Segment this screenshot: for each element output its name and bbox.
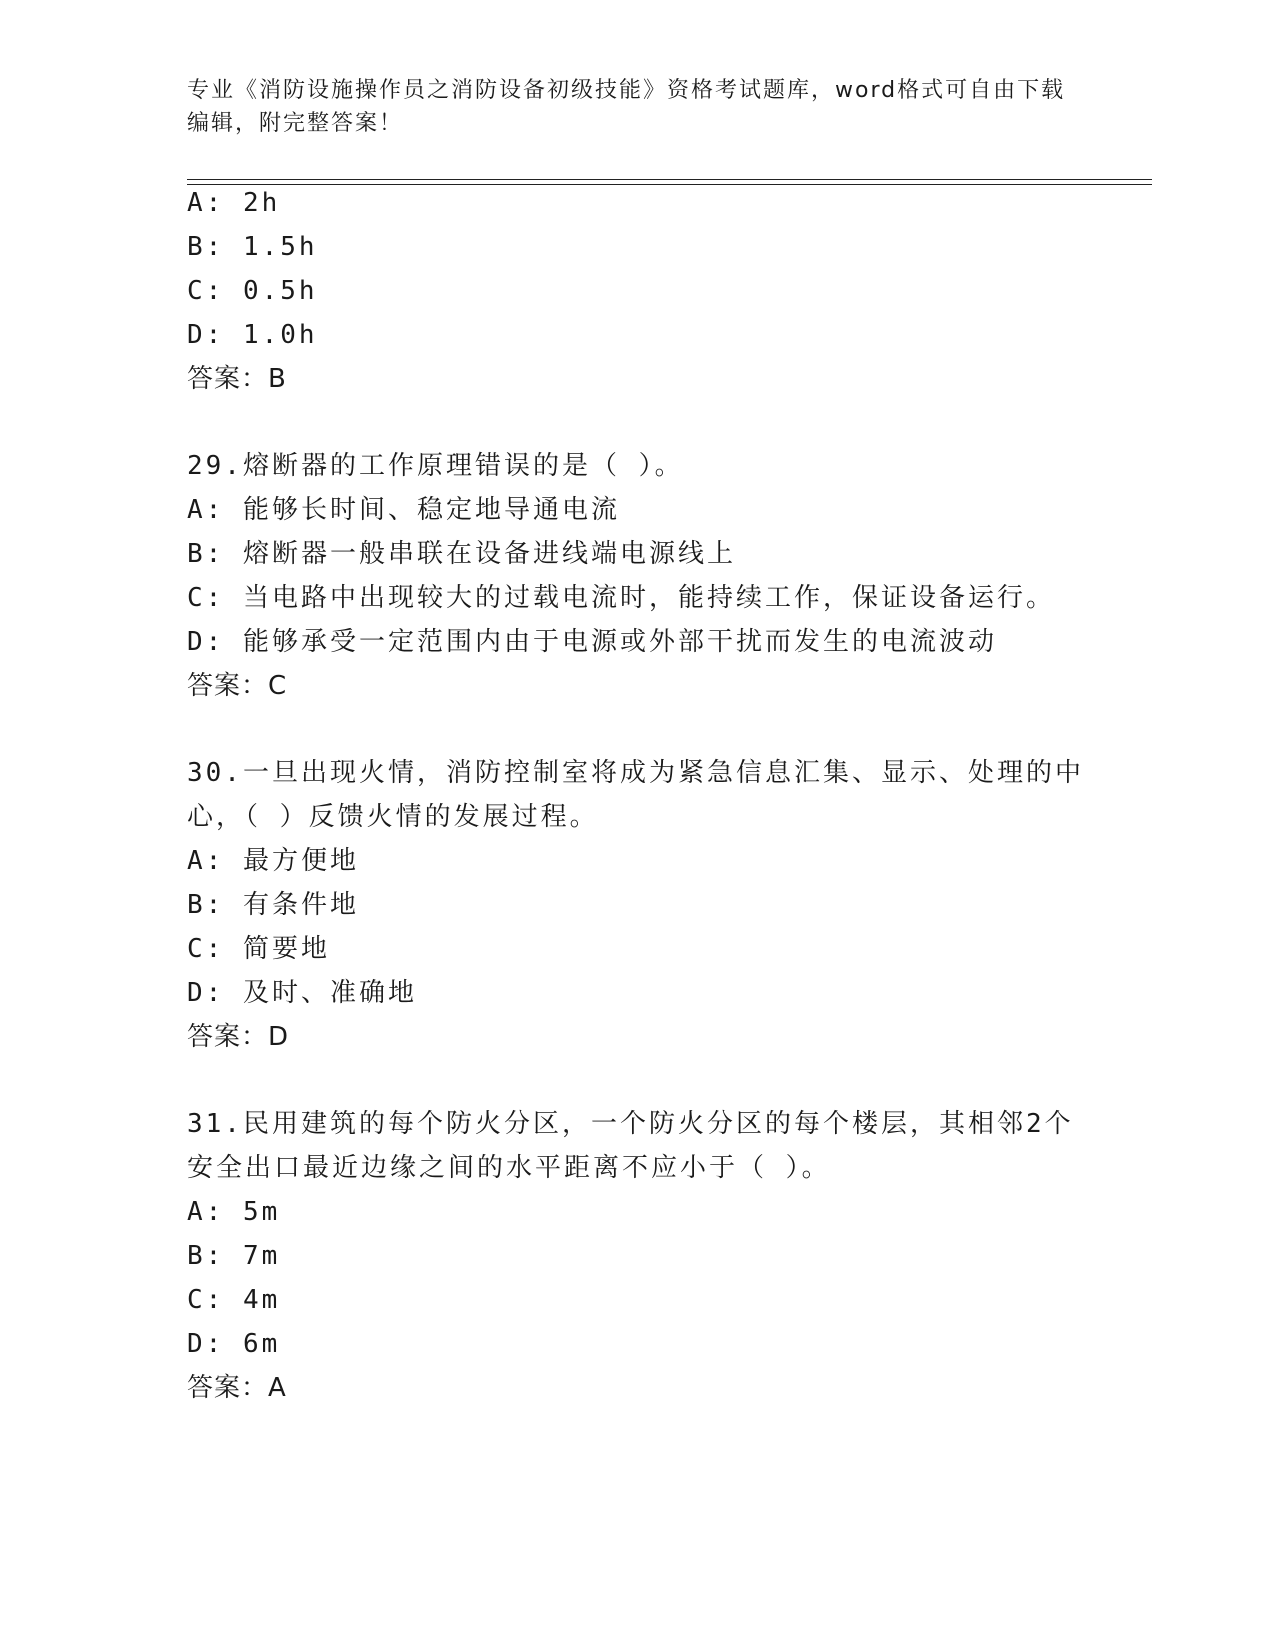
option-d: D: 6m (187, 1329, 281, 1359)
option-a: A: 5m (187, 1197, 281, 1227)
option-c: C: 当电路中出现较大的过载电流时，能持续工作，保证设备运行。 (187, 583, 1055, 613)
question-stem-line2: 安全出口最近边缘之间的水平距离不应小于（ ）。 (187, 1153, 831, 1183)
option-a: A: 2h (187, 188, 281, 218)
option-b: B: 有条件地 (187, 890, 359, 920)
option-d: D: 及时、准确地 (187, 978, 417, 1008)
question-stem-line1: 30.一旦出现火情，消防控制室将成为紧急信息汇集、显示、处理的中 (187, 758, 1084, 788)
answer-line: 答案：D (187, 1022, 290, 1052)
answer-line: 答案：C (187, 671, 288, 701)
option-b: B: 熔断器一般串联在设备进线端电源线上 (187, 539, 736, 569)
question-stem-line2: 心，（ ）反馈火情的发展过程。 (187, 802, 599, 832)
option-b: B: 7m (187, 1241, 281, 1271)
question-stem-line1: 31.民用建筑的每个防火分区，一个防火分区的每个楼层，其相邻2个 (187, 1109, 1074, 1139)
option-b: B: 1.5h (187, 232, 318, 262)
option-c: C: 简要地 (187, 934, 330, 964)
option-a: A: 能够长时间、稳定地导通电流 (187, 495, 620, 525)
header-divider-double (187, 184, 1152, 185)
answer-line: 答案：A (187, 1373, 287, 1403)
option-c: C: 4m (187, 1285, 281, 1315)
option-a: A: 最方便地 (187, 846, 359, 876)
answer-line: 答案：B (187, 364, 287, 394)
option-d: D: 能够承受一定范围内由于电源或外部干扰而发生的电流波动 (187, 627, 997, 657)
header-divider (187, 179, 1152, 180)
option-d: D: 1.0h (187, 320, 318, 350)
document-header: 专业《消防设施操作员之消防设备初级技能》资格考试题库，word格式可自由下载编辑，附完整答案！ (187, 78, 1066, 136)
option-c: C: 0.5h (187, 276, 318, 306)
question-stem: 29.熔断器的工作原理错误的是（ ）。 (187, 451, 684, 481)
